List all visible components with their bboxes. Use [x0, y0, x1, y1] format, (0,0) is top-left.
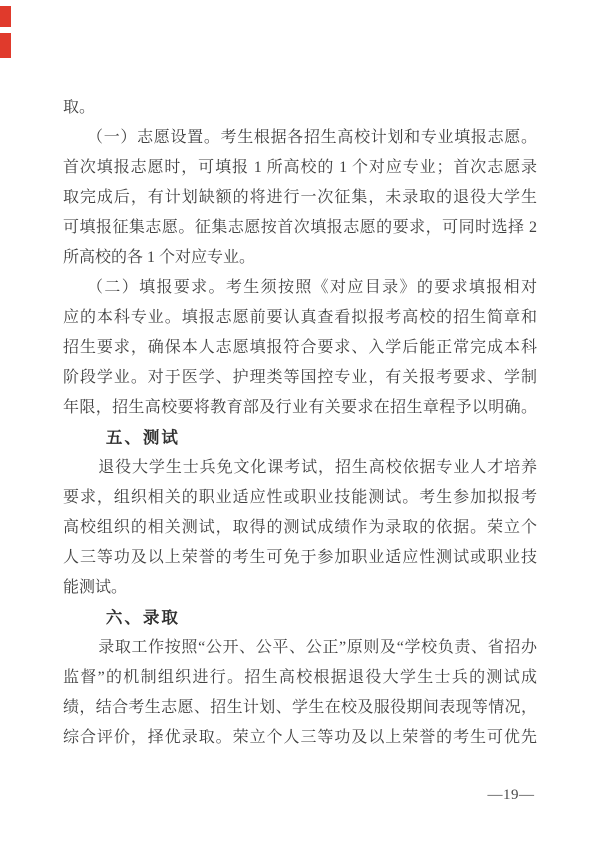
text-line: 高校组织的相关测试，取得的测试成绩作为录取的依据。荣立个 — [63, 519, 537, 536]
text-line: 所高校的各 1 个对应专业。 — [63, 249, 256, 266]
text-line: 绩，结合考生志愿、招生计划、学生在校及服役期间表现等情况， — [63, 699, 537, 716]
text-line: （二）填报要求。考生须按照《对应目录》的要求填报相对 — [87, 279, 537, 296]
text-line: 招生要求，确保本人志愿填报符合要求、入学后能正常完成本科 — [63, 339, 537, 356]
text-line: 取完成后，有计划缺额的将进行一次征集，未录取的退役大学生 — [63, 189, 537, 206]
page-number: —19— — [487, 787, 535, 803]
text-line: 应的本科专业。填报志愿前要认真查看拟报考高校的招生简章和 — [63, 309, 537, 326]
text-line: 年限，招生高校要将教育部及行业有关要求在招生章程予以明确。 — [63, 399, 537, 416]
text-line: 阶段学业。对于医学、护理类等国控专业，有关报考要求、学制 — [63, 369, 537, 386]
document-text-block — [63, 93, 537, 753]
section-heading-test: 五、测试 — [105, 429, 180, 447]
text-line: 人三等功及以上荣誉的考生可免于参加职业适应性测试或职业技 — [63, 549, 537, 566]
text-line: 能测试。 — [63, 579, 128, 596]
text-line: 监督”的机制组织进行。招生高校根据退役大学生士兵的测试成 — [63, 669, 537, 686]
text-line: 首次填报志愿时，可填报 1 所高校的 1 个对应专业；首次志愿录 — [63, 159, 537, 176]
text-line: 综合评价，择优录取。荣立个人三等功及以上荣誉的考生可优先 — [63, 729, 537, 746]
red-edge-mark-bottom — [0, 33, 11, 58]
text-line: 可填报征集志愿。征集志愿按首次填报志愿的要求，可同时选择 2 — [63, 219, 537, 236]
text-line: 退役大学生士兵免文化课考试，招生高校依据专业人才培养 — [98, 459, 537, 476]
text-line: （一）志愿设置。考生根据各招生高校计划和专业填报志愿。 — [87, 129, 537, 146]
text-line: 取。 — [63, 99, 96, 116]
section-heading-admission: 六、录取 — [105, 609, 180, 627]
text-line: 要求，组织相关的职业适应性或职业技能测试。考生参加拟报考 — [63, 489, 537, 506]
red-edge-mark-top — [0, 6, 11, 27]
text-line: 录取工作按照“公开、公平、公正”原则及“学校负责、省招办 — [98, 639, 537, 656]
